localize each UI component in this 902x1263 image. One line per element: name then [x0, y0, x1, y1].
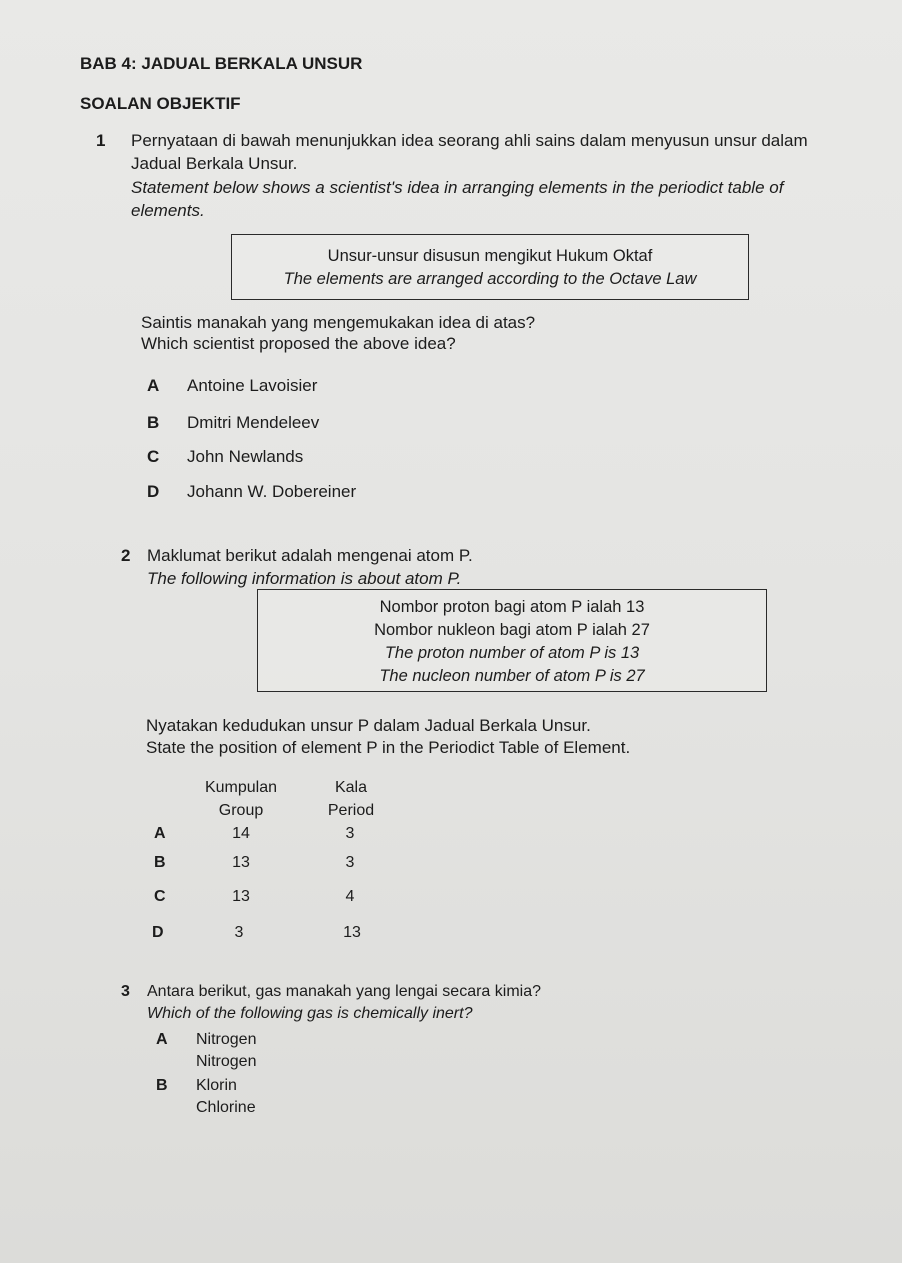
option-letter: A: [154, 825, 166, 842]
period-value: 13: [343, 924, 361, 941]
question-stem: Maklumat berikut adalah mengenai atom P.: [147, 546, 473, 565]
statement-box: [231, 234, 749, 300]
option-letter: D: [152, 924, 164, 941]
option-text: John Newlands: [187, 447, 304, 466]
option-letter: B: [156, 1077, 168, 1094]
question-number: 1: [96, 131, 106, 150]
statement-text: Unsur-unsur disusun mengikut Hukum Oktaf: [327, 247, 653, 265]
column-header-period: Kala: [334, 779, 368, 796]
option-text: Antoine Lavoisier: [187, 376, 318, 395]
option-letter: A: [147, 376, 160, 395]
info-line: Nombor proton bagi atom P ialah 13: [379, 598, 645, 616]
information-box: [257, 589, 767, 692]
info-line: Nombor nukleon bagi atom P ialah 27: [374, 621, 650, 639]
question-stem: Antara berikut, gas manakah yang lengai secara kimia?: [147, 983, 541, 1000]
question-stem-english: elements.: [131, 201, 205, 220]
info-line-english: The proton number of atom P is 13: [384, 644, 640, 662]
period-value: 3: [345, 825, 355, 842]
period-value: 3: [345, 854, 355, 871]
question-stem: Pernyataan di bawah menunjukkan idea seorang ahli sains dalam menyusun unsur dalam: [131, 131, 808, 150]
option-text: Klorin: [196, 1077, 237, 1094]
option-letter: C: [147, 447, 160, 466]
group-value: 13: [232, 854, 250, 871]
section-title: SOALAN OBJEKTIF: [80, 94, 241, 113]
question-stem-english: The following information is about atom P.: [147, 569, 462, 588]
question-prompt: Saintis manakah yang mengemukakan idea di atas?: [141, 313, 536, 332]
option-letter: C: [154, 888, 166, 905]
question-number: 2: [121, 546, 131, 565]
column-header-group: Kumpulan: [204, 779, 278, 796]
option-letter: A: [156, 1031, 168, 1048]
question-stem-english: Statement below shows a scientist's idea in arranging elements in the periodict table of: [131, 178, 784, 197]
column-header-group-english: Group: [218, 802, 264, 819]
option-text: Dmitri Mendeleev: [187, 413, 320, 432]
question-prompt-english: Which scientist proposed the above idea?: [141, 334, 456, 353]
group-value: 13: [232, 888, 250, 905]
option-text-english: Chlorine: [196, 1099, 256, 1116]
question-prompt-english: State the position of element P in the Periodict Table of Element.: [146, 738, 631, 757]
option-letter: B: [154, 854, 166, 871]
column-header-period-english: Period: [327, 802, 375, 819]
option-letter: D: [147, 482, 160, 501]
question-stem-english: Which of the following gas is chemically inert?: [147, 1005, 473, 1022]
question-stem: Jadual Berkala Unsur.: [131, 154, 298, 173]
question-number: 3: [121, 983, 130, 1000]
chapter-title: BAB 4: JADUAL BERKALA UNSUR: [80, 54, 363, 73]
option-text-english: Nitrogen: [196, 1053, 257, 1070]
group-value: 14: [232, 825, 250, 842]
info-line-english: The nucleon number of atom P is 27: [379, 667, 645, 685]
question-prompt: Nyatakan kedudukan unsur P dalam Jadual Berkala Unsur.: [146, 716, 591, 735]
statement-text-english: The elements are arranged according to the Octave Law: [283, 270, 697, 288]
option-text: Nitrogen: [196, 1031, 257, 1048]
group-value: 3: [234, 924, 244, 941]
option-letter: B: [147, 413, 160, 432]
option-text: Johann W. Dobereiner: [187, 482, 357, 501]
period-value: 4: [345, 888, 355, 905]
